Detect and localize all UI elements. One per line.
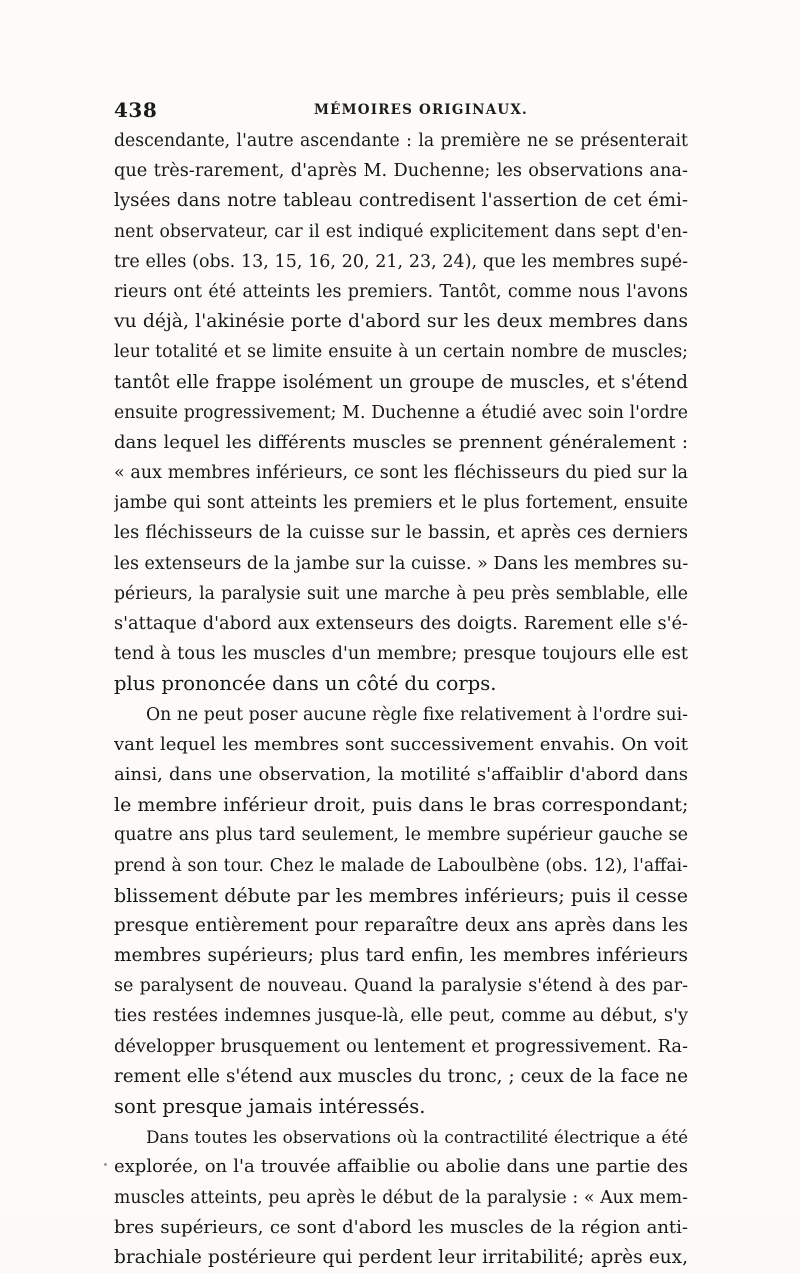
paragraph-start-line: Dans toutes les observations où la contractilité électrique a été: [146, 1127, 688, 1148]
text-line: brachiale postérieure qui perdent leur irritabilité; après eux,: [114, 1246, 688, 1268]
paragraph-start-line: On ne peut poser aucune règle fixe relativement à l'ordre sui-: [146, 704, 688, 725]
page-number: 438: [114, 98, 158, 122]
text-line: vu déjà, l'akinésie porte d'abord sur les deux membres dans: [114, 311, 688, 333]
text-line: s'attaque d'abord aux extenseurs des doigts. Rarement elle s'é-: [114, 614, 688, 634]
paragraph-end-line: sont presque jamais intéressés.: [114, 1095, 426, 1118]
text-line: tantôt elle frappe isolément un groupe de muscles, et s'étend: [114, 371, 688, 393]
text-line: descendante, l'autre ascendante : la première ne se présenterait: [114, 131, 688, 151]
text-line: ties restées indemnes jusque-là, elle peut, comme au début, s'y: [114, 1006, 688, 1027]
text-line: presque entièrement pour reparaître deux ans après dans les: [114, 914, 688, 936]
text-line: périeurs, la paralysie suit une marche à peu près semblable, elle: [114, 583, 688, 604]
text-line: bres supérieurs, ce sont d'abord les muscles de la région anti-: [114, 1216, 688, 1238]
text-line: ainsi, dans une observation, la motilité s'affaiblir d'abord dans: [114, 763, 688, 785]
text-line: dans lequel les différents muscles se prennent généralement :: [114, 431, 688, 453]
text-line: le membre inférieur droit, puis dans le bras correspondant;: [114, 794, 688, 817]
text-line: vant lequel les membres sont successivement envahis. On voit: [114, 733, 688, 755]
text-line: tend à tous les muscles d'un membre; presque toujours elle est: [114, 644, 688, 665]
text-line: que très-rarement, d'après M. Duchenne; les observations ana-: [114, 161, 688, 182]
text-line: rieurs ont été atteints les premiers. Tantôt, comme nous l'avons: [114, 281, 688, 302]
text-line: les extenseurs de la jambe sur la cuisse. » Dans les membres su-: [114, 553, 688, 574]
text-line: jambe qui sont atteints les premiers et le plus fortement, ensuite: [114, 493, 688, 514]
text-line: lysées dans notre tableau contredisent l'assertion de cet émi-: [114, 190, 688, 212]
text-line: « aux membres inférieurs, ce sont les fléchisseurs du pied sur la: [114, 463, 688, 484]
text-line: explorée, on l'a trouvée affaiblie ou abolie dans une partie des: [114, 1156, 688, 1178]
paragraph-end-line: plus prononcée dans un côté du corps.: [114, 672, 497, 696]
text-line: muscles atteints, peu après le début de la paralysie : « Aux mem-: [114, 1187, 688, 1208]
text-line: membres supérieurs; plus tard enfin, les membres inférieurs: [114, 945, 688, 967]
running-head: [114, 98, 688, 126]
text-line: nent observateur, car il est indiqué explicitement dans sept d'en-: [114, 221, 688, 242]
body-text: [114, 126, 688, 1273]
text-line: prend à son tour. Chez le malade de Laboulbène (obs. 12), l'affai-: [114, 855, 688, 876]
text-line: rement elle s'étend aux muscles du tronc, ; ceux de la face ne: [114, 1065, 688, 1087]
text-line: tre elles (obs. 13, 15, 16, 20, 21, 23, 24), que les membres supé-: [114, 251, 688, 272]
text-line: leur totalité et se limite ensuite à un certain nombre de muscles;: [114, 342, 688, 363]
text-line: se paralysent de nouveau. Quand la paralysie s'étend à des par-: [114, 976, 688, 997]
text-line: les fléchisseurs de la cuisse sur le bassin, et après ces derniers: [114, 523, 688, 544]
text-line: quatre ans plus tard seulement, le membre supérieur gauche se: [114, 825, 688, 846]
ink-speck: [104, 1163, 107, 1166]
text-line: ensuite progressivement; M. Duchenne a étudié avec soin l'ordre: [114, 402, 688, 423]
text-line: blissement débute par les membres inférieurs; puis il cesse: [114, 884, 688, 907]
running-title: MÉMOIRES ORIGINAUX.: [314, 102, 528, 118]
text-line: développer brusquement ou lentement et progressivement. Ra-: [114, 1036, 688, 1057]
